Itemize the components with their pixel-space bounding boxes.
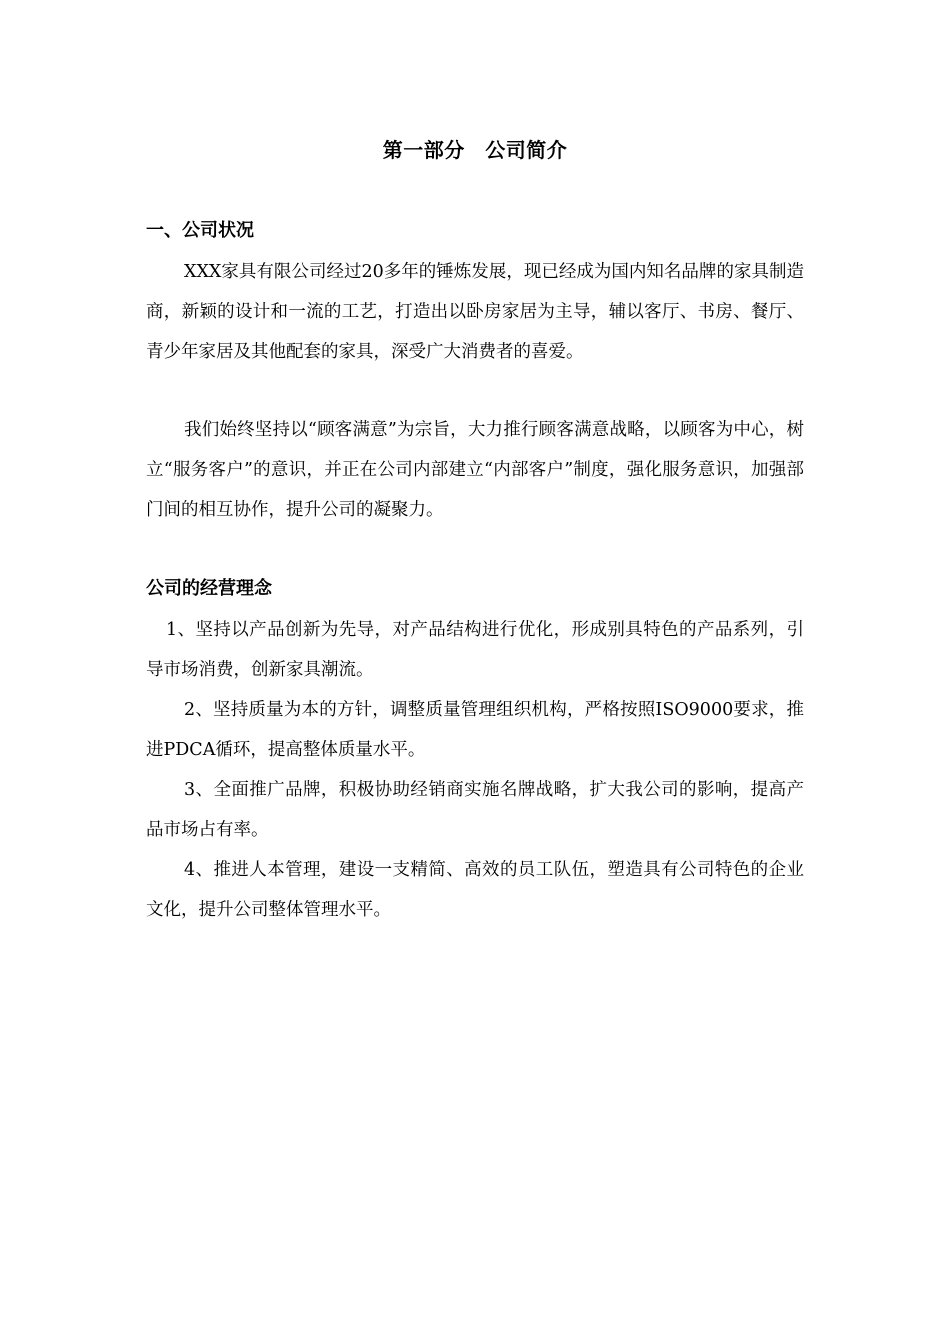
- paragraph-customer-satisfaction: 我们始终坚持以“顾客满意”为宗旨，大力推行顾客满意战略，以顾客为中心，树立“服务客户”的意识，并正在公司内部建立“内部客户”制度，强化服务意识，加强部门间的相互协作，提升公司的凝聚力。: [146, 420, 804, 520]
- list-item-product-innovation: 1、坚持以产品创新为先导，对产品结构进行优化，形成别具特色的产品系列，引导市场消费，创新家具潮流。: [146, 620, 804, 680]
- list-item-brand-promotion: 3、全面推广品牌，积极协助经销商实施名牌战略，扩大我公司的影响，提高产品市场占有率。: [146, 780, 804, 840]
- paragraph-company-overview: XXX家具有限公司经过20多年的锤炼发展，现已经成为国内知名品牌的家具制造商，新颖的设计和一流的工艺，打造出以卧房家居为主导，辅以客厅、书房、餐厅、青少年家居及其他配套的家具，深受广大消费者的喜爱。: [146, 262, 804, 362]
- list-item-people-management: 4、推进人本管理，建设一支精简、高效的员工队伍，塑造具有公司特色的企业文化，提升公司整体管理水平。: [146, 860, 804, 920]
- page-title: 第一部分 公司简介: [382, 138, 568, 162]
- section-heading-business-philosophy: 公司的经营理念: [146, 578, 272, 599]
- section-heading-company-status: 一、公司状况: [146, 220, 254, 241]
- list-item-quality-first: 2、坚持质量为本的方针，调整质量管理组织机构，严格按照ISO9000要求，推进PDCA循环，提高整体质量水平。: [146, 700, 804, 760]
